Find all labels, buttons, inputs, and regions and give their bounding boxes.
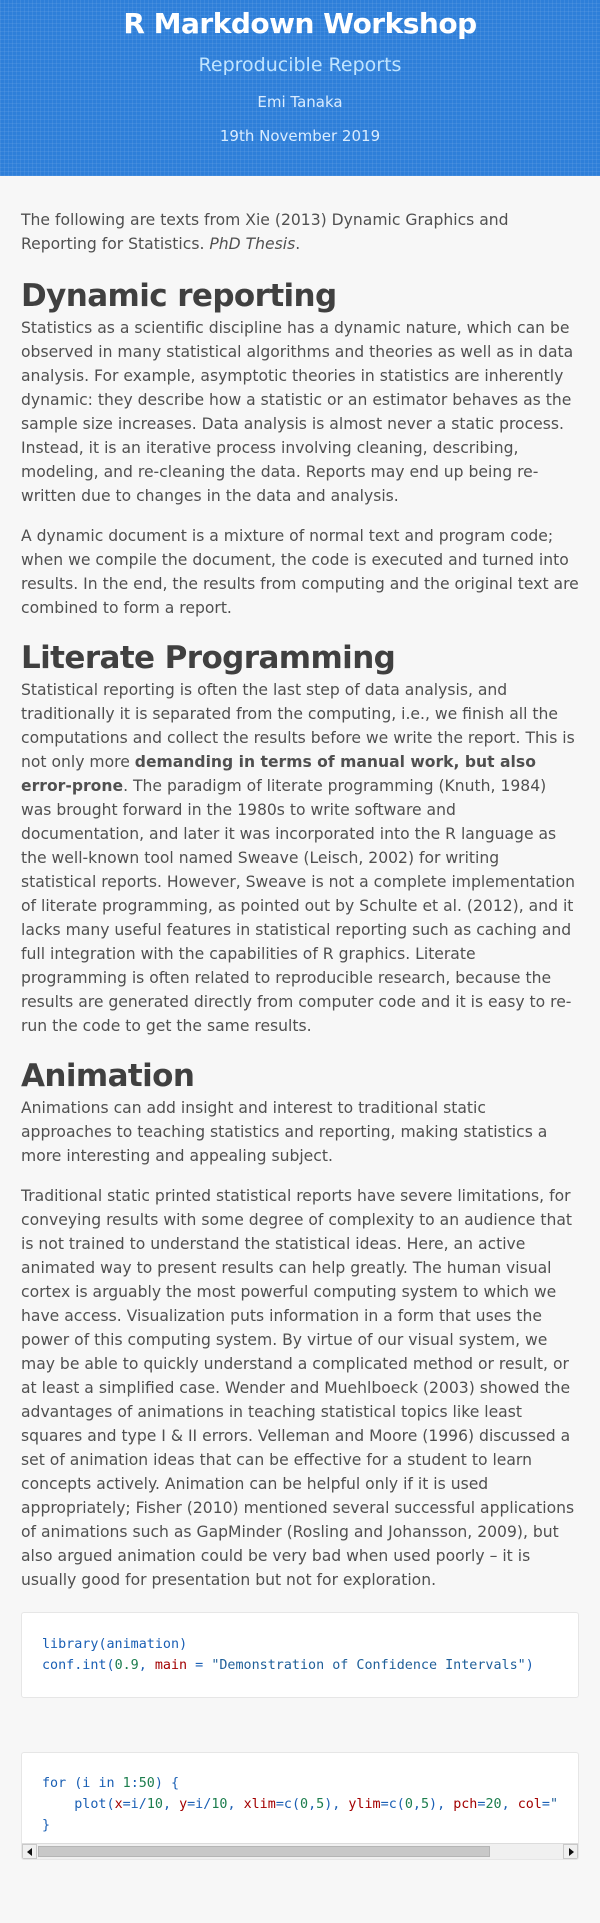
- text-run: Statistical reporting is often the last step of data analysis, and traditionally it is separated from the computing, i.e., we finish all the computations and collect the results before we write the report. This is not only more: [21, 681, 575, 771]
- code-token: "Demonstration of Confidence Intervals": [211, 1658, 526, 1673]
- intro-emphasis: PhD Thesis: [209, 235, 296, 253]
- code-block-library: [21, 1612, 579, 1698]
- code-token: col: [517, 1797, 542, 1812]
- code-token: ": [549, 1797, 558, 1812]
- code-token: in: [98, 1776, 115, 1791]
- code-token: =: [380, 1797, 389, 1812]
- horizontal-scrollbar[interactable]: [22, 1843, 578, 1859]
- code-token: 20: [485, 1797, 502, 1812]
- paragraph: Animations can add insight and interest to traditional static approaches to teaching statistics and reporting, making statistics a more interesting and appealing subject.: [21, 1099, 548, 1165]
- code-token: }: [42, 1818, 51, 1833]
- code-token: 0: [404, 1797, 413, 1812]
- code-token: 50: [138, 1776, 155, 1791]
- code-token: ,: [308, 1797, 317, 1812]
- page-title: R Markdown Workshop: [123, 7, 477, 40]
- code-token: 0: [300, 1797, 309, 1812]
- text-run: . The paradigm of literate programming (Knuth, 1984) was brought forward in the 1980s to write software and documentation, and later it was incorporated into the R language as the well-known tool named Sweave (Leisch, 2002) for writing statistical reports. However, Sweave is not a complete implementation of literate programming, as pointed out by Schulte et al. (2012), and it lacks many useful features in statistical reporting such as caching and full integration with the capabilities of R graphics. Literate programming is often related to reproducible research, because the results are generated directly from computer code and it is easy to re-run the code to get the same results.: [21, 777, 576, 1035]
- code-token: x: [114, 1797, 123, 1812]
- code-token: :: [130, 1776, 139, 1791]
- code-token: (i: [66, 1776, 99, 1791]
- code-token: =i/: [187, 1797, 212, 1812]
- code-token: ,: [501, 1797, 518, 1812]
- code-token: library: [42, 1637, 99, 1652]
- author: Emi Tanaka: [257, 93, 343, 111]
- code-token: ): [179, 1637, 188, 1652]
- bold-text: demanding in terms of manual work, but also error-prone: [21, 753, 536, 795]
- intro-text: The following are texts from Xie (2013) Dynamic Graphics and Reporting for Statistics.: [21, 211, 509, 253]
- code-token: (: [106, 1797, 115, 1812]
- code-token: [115, 1776, 123, 1791]
- page-subtitle: Reproducible Reports: [198, 54, 402, 76]
- heading-literate-programming: Literate Programming: [21, 640, 396, 676]
- code-indent: [42, 1797, 74, 1812]
- code-token: c: [388, 1797, 397, 1812]
- code-token: ) {: [154, 1776, 180, 1791]
- paragraph: A dynamic document is a mixture of normal text and program code; when we compile the document, the code is executed and turned into results. In the end, the results from computing and the original text are combined to form a report.: [21, 527, 579, 617]
- heading-dynamic-reporting: Dynamic reporting: [21, 278, 337, 314]
- code-token: =: [187, 1658, 212, 1673]
- code-token: ): [429, 1797, 438, 1812]
- code-token: pch: [453, 1797, 478, 1812]
- code-token: =: [477, 1797, 486, 1812]
- main-content: [0, 176, 600, 1860]
- code-token: ): [525, 1658, 534, 1673]
- scroll-right-button[interactable]: [563, 1844, 578, 1859]
- code-token: 0.9: [114, 1658, 139, 1673]
- arrow-right-icon: [569, 1848, 574, 1856]
- code-token: 5: [420, 1797, 429, 1812]
- intro-paragraph: [21, 208, 579, 256]
- code-token: c: [283, 1797, 292, 1812]
- page-header: [0, 0, 600, 176]
- code-token: (: [396, 1797, 405, 1812]
- code-token: (: [291, 1797, 300, 1812]
- code-token: =i/: [122, 1797, 147, 1812]
- heading-animation: Animation: [21, 1058, 195, 1094]
- paragraph: Statistics as a scientific discipline has a dynamic nature, which can be observed in many statistical algorithms and theories as well as in data analysis. For example, asymptotic theories in statistics are inherently dynamic: they describe how a statistic or an estimator behaves as the sample size increases. Data analysis is almost never a static process. Instead, it is an iterative process involving cleaning, describing, modeling, and re-cleaning the data. Reports may end up being re-written due to changes in the data and analysis.: [21, 319, 574, 505]
- code-block-for-loop[interactable]: [21, 1752, 579, 1860]
- code-token: 10: [211, 1797, 228, 1812]
- code-token: plot: [74, 1797, 107, 1812]
- code-token: ,: [437, 1797, 454, 1812]
- code-token: ): [324, 1797, 333, 1812]
- code-token: y: [179, 1797, 188, 1812]
- code-token: for: [42, 1776, 67, 1791]
- code-token: animation: [106, 1637, 180, 1652]
- code-token: 5: [316, 1797, 325, 1812]
- code-token: ,: [227, 1797, 244, 1812]
- code-token: (: [106, 1658, 115, 1673]
- code-token: main: [154, 1658, 188, 1673]
- code-token: ,: [138, 1658, 155, 1673]
- arrow-left-icon: [27, 1848, 32, 1856]
- code-token: =: [275, 1797, 284, 1812]
- date: 19th November 2019: [219, 127, 381, 145]
- paragraph: [21, 678, 579, 1038]
- paragraph: Traditional static printed statistical reports have severe limitations, for conveying results with some degree of complexity to an audience that is not trained to understand the statistical ideas. Here, an active animated way to present results can help greatly. The human visual cortex is arguably the most powerful computing system to which we have access. Visualization puts information in a form that uses the power of this computing system. By virtue of our visual system, we may be able to quickly understand a complicated method or result, or at least a simplified case. Wender and Muehlboeck (2003) showed the advantages of animations in teaching statistical topics like least squares and type I & II errors. Velleman and Moore (1996) discussed a set of animation ideas that can be effective for a student to learn concepts actively. Animation can be helpful only if it is used appropriately; Fisher (2010) mentioned several successful applications of animations such as GapMinder (Rosling and Johansson, 2009), but also argued animation could be very bad when used poorly – it is usually good for presentation but not for exploration.: [21, 1187, 575, 1589]
- scroll-left-button[interactable]: [22, 1844, 37, 1859]
- scrollbar-thumb[interactable]: [38, 1846, 490, 1857]
- code-token: ,: [412, 1797, 421, 1812]
- intro-end: .: [295, 235, 301, 253]
- code-token: xlim: [243, 1797, 276, 1812]
- code-token: 10: [146, 1797, 163, 1812]
- code-token: (: [98, 1637, 107, 1652]
- code-token: ylim: [348, 1797, 381, 1812]
- code-token: 1: [122, 1776, 131, 1791]
- code-token: ,: [162, 1797, 180, 1812]
- code-token: conf.int: [42, 1658, 107, 1673]
- code-token: =: [541, 1797, 550, 1812]
- code-token: ,: [332, 1797, 349, 1812]
